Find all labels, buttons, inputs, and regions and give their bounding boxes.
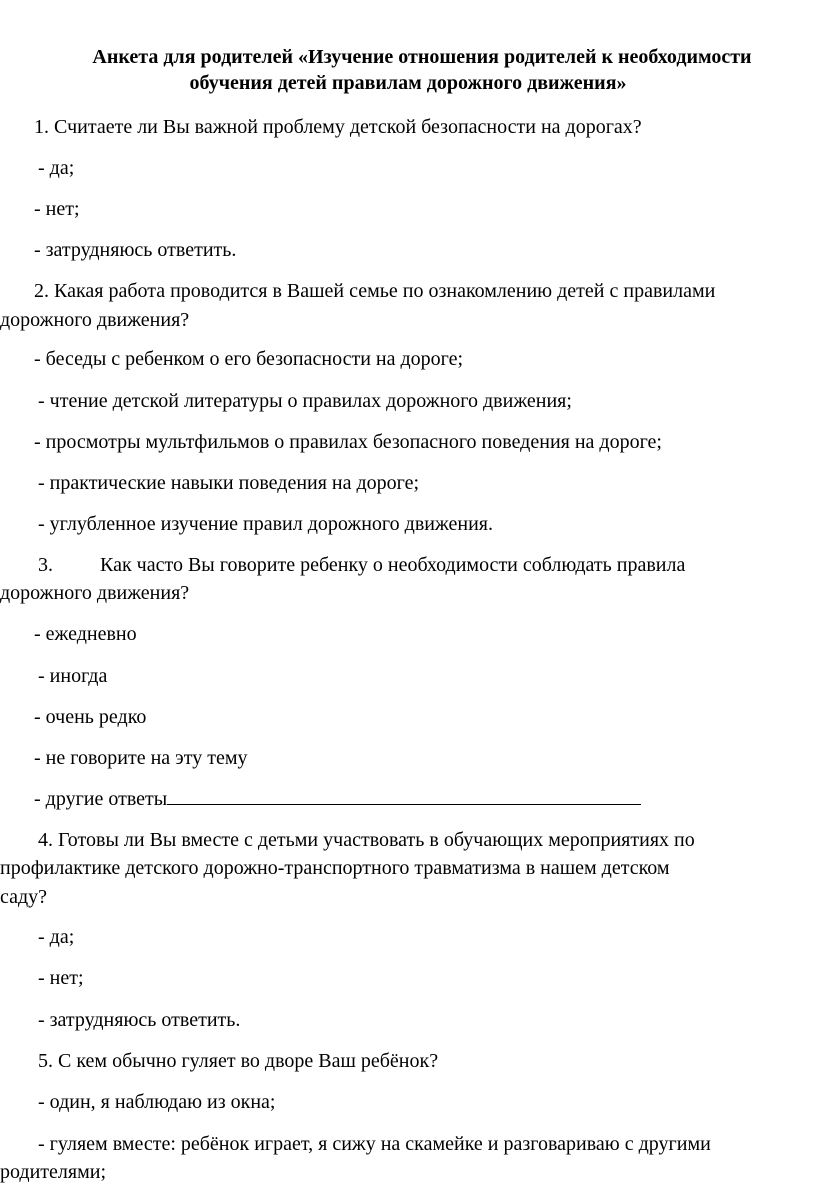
q3-option-other-label: - другие ответы [34,788,168,810]
question-3-number: 3. [38,554,53,576]
q2-option-cartoons: - просмотры мультфильмов о правилах безопасного поведения на дороге; [34,431,662,453]
question-4-line-3: саду? [0,886,48,908]
q4-option-unsure: - затрудняюсь ответить. [38,1009,241,1031]
q5-option-alone: - один, я наблюдаю из окна; [38,1091,276,1113]
document-title-line-1: Анкета для родителей «Изучение отношения родителей к необходимости [92,46,752,68]
document-title-line-2: обучения детей правилам дорожного движения» [189,72,627,94]
q1-option-unsure: - затрудняюсь ответить. [34,239,237,261]
question-4-line-1: 4. Готовы ли Вы вместе с детьми участвовать в обучающих мероприятиях по [38,829,695,851]
question-5: 5. С кем обычно гуляет во дворе Ваш ребёнок? [38,1050,439,1072]
q1-option-yes: - да; [38,157,75,179]
q3-option-other [34,786,641,812]
q3-option-never: - не говорите на эту тему [34,747,248,769]
q4-option-yes: - да; [38,926,75,948]
q2-option-talks: - беседы с ребенком о его безопасности на дороге; [34,348,464,370]
q2-option-study: - углубленное изучение правил дорожного движения. [38,513,493,535]
q5-option-together-continuation: родителями; [0,1161,107,1183]
q4-option-no: - нет; [38,967,84,989]
q3-option-rarely: - очень редко [34,706,147,728]
q5-option-together: - гуляем вместе: ребёнок играет, я сижу на скамейке и разговариваю с другими [38,1133,711,1155]
q1-option-no: - нет; [34,198,80,220]
q2-option-practice: - практические навыки поведения на дороге; [38,472,420,494]
q3-option-sometimes: - иногда [38,665,108,687]
question-3-line-1: Как часто Вы говорите ребенку о необходимости соблюдать правила [100,554,686,576]
q2-option-reading: - чтение детской литературы о правилах дорожного движения; [38,390,572,412]
question-2-line-2: дорожного движения? [0,309,190,331]
question-1: 1. Считаете ли Вы важной проблему детской безопасности на дорогах? [34,116,642,138]
question-2-line-1: 2. Какая работа проводится в Вашей семье по ознакомлению детей с правилами [34,280,716,302]
question-3-line-2: дорожного движения? [0,582,190,604]
question-4-line-2: профилактике детского дорожно-транспортного травматизма в нашем детском [0,857,670,879]
other-answer-blank[interactable] [167,786,641,805]
q3-option-daily: - ежедневно [34,623,137,645]
